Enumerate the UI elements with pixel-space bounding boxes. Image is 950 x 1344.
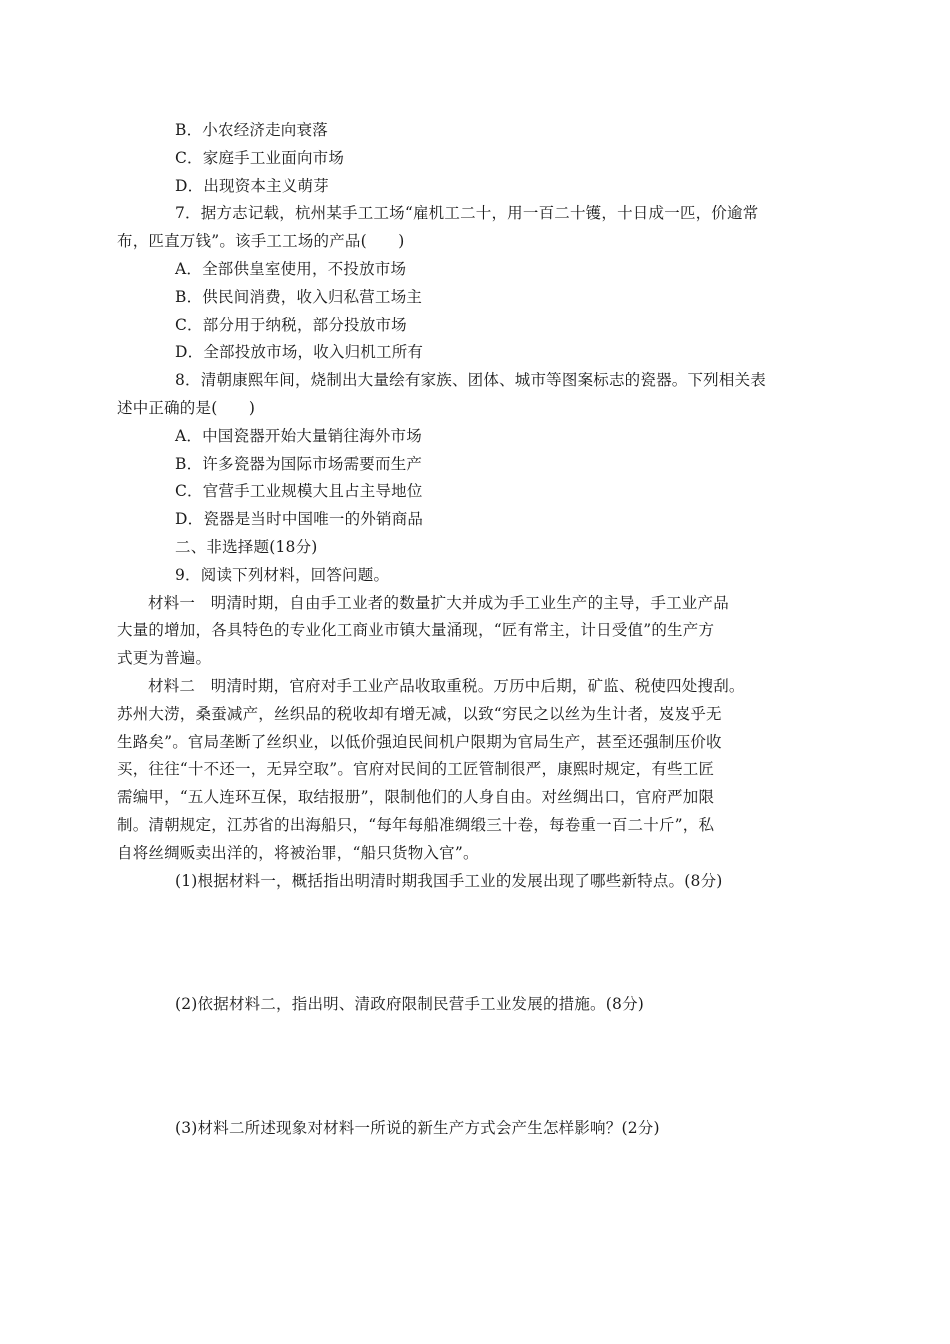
section-2-title: 二、非选择题(18分) [175, 537, 318, 556]
q9-sub-question-1: (1)根据材料一，概括指出明清时期我国手工业的发展出现了哪些新特点。(8分) [175, 871, 723, 890]
q7-option-a: A．全部供皇室使用，不投放市场 [175, 259, 407, 278]
material-2-line: 买，往往“十不还一，无异空取”。官府对民间的工匠管制很严，康熙时规定，有些工匠 [117, 760, 715, 779]
material-2-line: 苏州大涝，桑蚕减产，丝织品的税收却有增无减，以致“穷民之以丝为生计者，岌岌乎无 [117, 704, 722, 723]
q9-sub-question-2: (2)依据材料二，指出明、清政府限制民营手工业发展的措施。(8分) [175, 995, 645, 1014]
material-2-line: 生路矣”。官局垄断了丝织业，以低价强迫民间机户限期为官局生产，甚至还强制压价收 [117, 732, 722, 751]
q7-stem-line-1: 7．据方志记载，杭州某手工工场“雇机工二十，用一百二十镬，十日成一匹，价逾常 [175, 204, 759, 223]
q7-option-b: B．供民间消费，收入归私营工场主 [175, 287, 423, 306]
q8-option-d: D．瓷器是当时中国唯一的外销商品 [175, 510, 424, 529]
material-2 [117, 673, 807, 868]
material-1-line: 材料一 明清时期，自由手工业者的数量扩大并成为手工业生产的主导，手工业产品 [148, 593, 729, 612]
material-2-line: 材料二 明清时期，官府对手工业产品收取重税。万历中后期，矿监、税使四处搜刮。 [148, 676, 745, 695]
question-7 [117, 200, 807, 367]
answer-space-2 [117, 1019, 807, 1115]
q7-stem-line-2: 布，匹直万钱”。该手工工场的产品( ) [117, 232, 405, 251]
material-1 [117, 590, 807, 673]
q8-option-c: C．官营手工业规模大且占主导地位 [175, 482, 423, 501]
material-1-line: 式更为普遍。 [117, 649, 212, 668]
material-1-line: 大量的增加，各具特色的专业化工商业市镇大量涌现，“匠有常主，计日受值”的生产方 [117, 621, 715, 640]
q6-option-b: B．小农经济走向衰落 [175, 121, 328, 139]
q8-option-a: A．中国瓷器开始大量销往海外市场 [175, 426, 422, 445]
q6-options [117, 117, 807, 200]
q9-intro: 9．阅读下列材料，回答问题。 [175, 565, 390, 584]
material-2-line: 需编甲，“五人连环互保，取结报册”，限制他们的人身自由。对丝绸出口，官府严加限 [117, 788, 715, 807]
q7-option-c: C．部分用于纳税，部分投放市场 [175, 315, 407, 334]
question-9 [117, 562, 807, 1143]
q6-option-c: C．家庭手工业面向市场 [175, 148, 345, 167]
q6-option-d: D．出现资本主义萌芽 [175, 176, 329, 195]
question-8 [117, 367, 807, 534]
answer-space-1 [117, 895, 807, 991]
q8-stem-line-2: 述中正确的是( ) [117, 398, 256, 417]
q7-option-d: D．全部投放市场，收入归机工所有 [175, 343, 424, 362]
q8-option-b: B．许多瓷器为国际市场需要而生产 [175, 454, 423, 473]
material-2-line: 制。清朝规定，江苏省的出海船只，“每年每船准绸缎三十卷，每卷重一百二十斤”，私 [117, 815, 715, 834]
q8-stem-line-1: 8．清朝康熙年间，烧制出大量绘有家族、团体、城市等图案标志的瓷器。下列相关表 [175, 371, 766, 390]
q9-sub-question-3: (3)材料二所述现象对材料一所说的新生产方式会产生怎样影响？(2分) [175, 1119, 660, 1138]
material-2-line: 自将丝绸贩卖出洋的，将被治罪，“船只货物入官”。 [117, 843, 479, 862]
exam-page [117, 117, 807, 1143]
